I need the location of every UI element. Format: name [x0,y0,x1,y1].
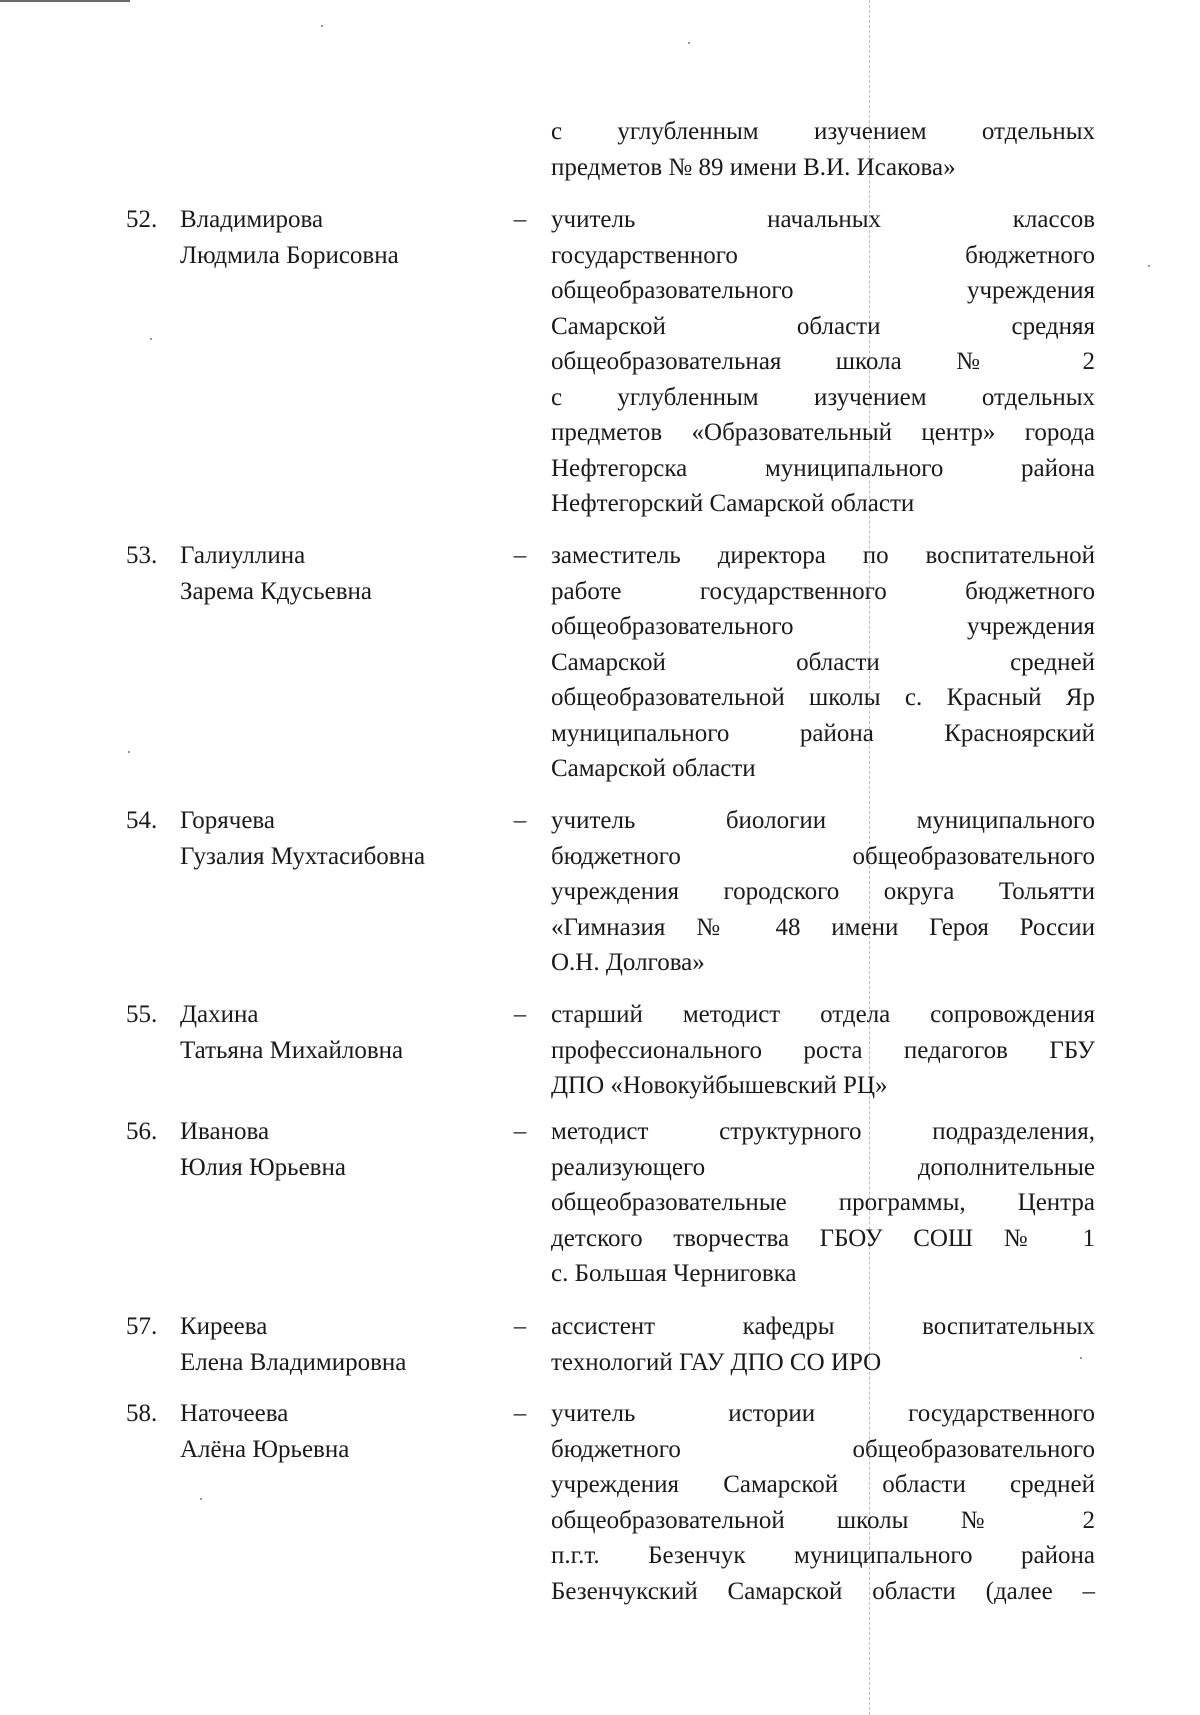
description-line: Безенчукский Самарской области (далее – [551,1577,1095,1605]
given-names: Татьяна Михайловна [180,1036,404,1064]
description-line: общеобразовательного учреждения [551,613,1095,640]
dash-separator: – [513,206,527,233]
scan-speck [200,1498,202,1500]
person-name [180,997,480,1068]
description-line: ДПО «Новокуйбышевский РЦ» [551,1072,888,1099]
scan-speck [150,338,152,340]
person-name [180,1309,480,1380]
given-names: Людмила Борисовна [180,241,399,269]
surname: Горячева [180,807,275,834]
description-line: учреждения городского округа Тольятти [551,878,1095,905]
description-line: общеобразовательной школы с. Красный Яр [551,684,1095,711]
surname: Владимирова [180,206,324,233]
entry-number: 54. [126,807,158,834]
surname: Киреева [180,1313,268,1340]
entry-number: 52. [126,206,158,233]
entry-number: 53. [126,542,158,569]
description-line: Самарской области [551,755,756,782]
description-line: общеобразовательной школы № 2 [551,1506,1095,1534]
position-description [551,1396,1095,1609]
given-names: Елена Владимировна [180,1348,407,1376]
description-line: учитель истории государственного [551,1400,1095,1427]
scan-corner-line [0,0,130,2]
dash-separator: – [513,1400,527,1427]
entry-number: 55. [126,1001,158,1028]
given-names: Алёна Юрьевна [180,1435,350,1463]
description-line: Нефтегорский Самарской области [551,490,915,517]
description-line: бюджетного общеобразовательного [551,842,1095,870]
description-line: технологий ГАУ ДПО СО ИРО [551,1348,882,1376]
entry-number: 56. [126,1118,158,1145]
description-line: методист структурного подразделения, [551,1118,1095,1145]
position-description [551,1309,1095,1380]
dash-separator: – [513,1118,527,1145]
surname: Галиуллина [180,542,306,569]
description-line: с углубленным изучением отдельных [551,383,1095,411]
continuation-line: с углубленным изучением отдельных [551,118,1095,145]
description-line: «Гимназия № 48 имени Героя России [551,913,1095,941]
entry-number: 57. [126,1313,158,1340]
scan-speck [1148,265,1150,267]
description-line: предметов «Образовательный центр» города [551,419,1095,446]
scan-speck [688,42,690,44]
description-line: учреждения Самарской области средней [551,1471,1095,1498]
continuation-line: предметов № 89 имени В.И. Исакова» [551,153,956,181]
description-line: реализующего дополнительные [551,1153,1095,1181]
position-description [551,538,1095,787]
surname: Иванова [180,1118,270,1145]
description-line: О.Н. Долгова» [551,949,705,976]
description-line: муниципального района Красноярский [551,719,1095,747]
description-line: с. Большая Черниговка [551,1260,797,1287]
description-line: заместитель директора по воспитательной [551,542,1095,569]
given-names: Зарема Кдусьевна [180,577,372,605]
dash-separator: – [513,542,527,569]
description-line: общеобразовательного учреждения [551,277,1095,304]
position-description [551,1114,1095,1292]
description-line: учитель биологии муниципального [551,807,1095,834]
surname: Дахина [180,1001,259,1028]
description-line: старший методист отдела сопровождения [551,1001,1095,1028]
description-line: Самарской области средняя [551,312,1095,340]
description-line: детского творчества ГБОУ СОШ № 1 [551,1224,1095,1252]
scan-speck [321,25,323,27]
person-name [180,803,480,874]
dash-separator: – [513,1001,527,1028]
scan-speck [128,751,130,753]
surname: Наточеева [180,1400,289,1427]
entry-number: 58. [126,1400,158,1427]
dash-separator: – [513,807,527,834]
previous-entry-continuation [551,114,1095,185]
person-name [180,1396,480,1467]
position-description [551,803,1095,981]
description-line: государственного бюджетного [551,241,1095,269]
description-line: общеобразовательные программы, Центра [551,1189,1095,1216]
description-line: п.г.т. Безенчук муниципального района [551,1542,1095,1569]
person-name [180,538,480,609]
position-description [551,202,1095,522]
dash-separator: – [513,1313,527,1340]
description-line: профессионального роста педагогов ГБУ [551,1036,1095,1064]
given-names: Юлия Юрьевна [180,1153,346,1181]
description-line: общеобразовательная школа № 2 [551,348,1095,375]
description-line: Нефтегорска муниципального района [551,454,1095,482]
description-line: учитель начальных классов [551,206,1095,233]
description-line: бюджетного общеобразовательного [551,1435,1095,1463]
person-name [180,1114,480,1185]
description-line: ассистент кафедры воспитательных [551,1313,1095,1340]
description-line: работе государственного бюджетного [551,577,1095,605]
position-description [551,997,1095,1104]
person-name [180,202,480,273]
given-names: Гузалия Мухтасибовна [180,842,426,870]
description-line: Самарской области средней [551,648,1095,676]
